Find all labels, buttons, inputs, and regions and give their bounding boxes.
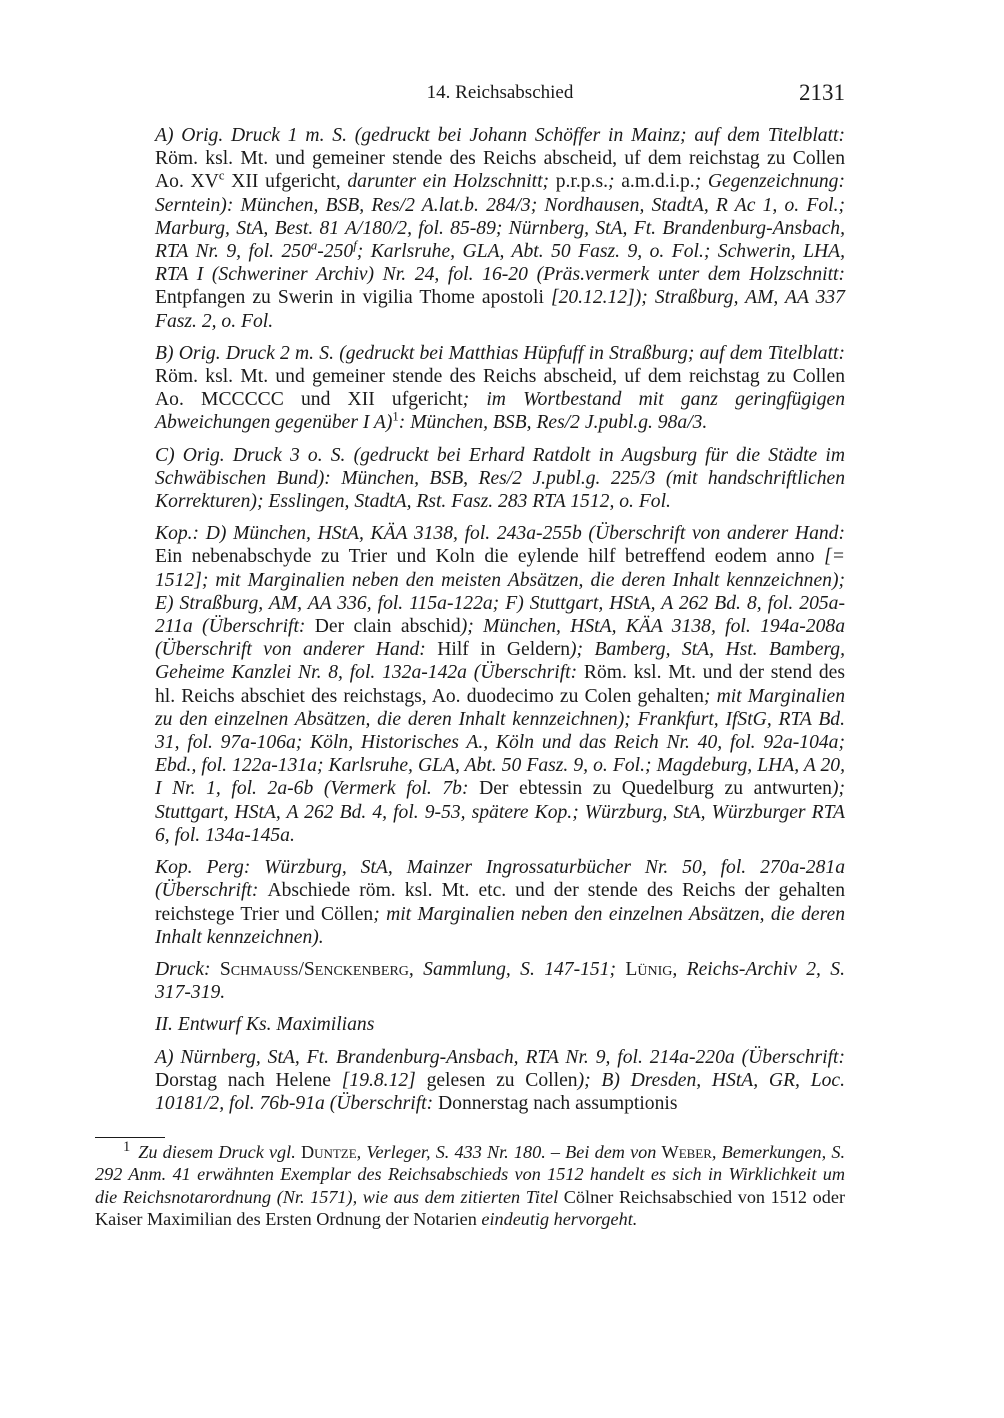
text-run: ; Gegenzeichnung: Serntein): München, BSB, Res/2 A.lat.b. 284/3; Nordhausen, StadtA, R Ac 1, o. Fol.; Marburg, StA, Best. 81 A/180/2, fol. 85-89; Nürnberg, StA, Ft. Brandenburg-Ansbach, RTA Nr. 9, fol. 250 <box>155 171 846 263</box>
author-name: Schmauss/Senckenberg <box>219 958 409 980</box>
text-run: : München, BSB, Res/2 J.publ.g. 98a/3. <box>398 412 708 434</box>
running-title: 14. Reichsabschied <box>426 82 574 103</box>
text-run: ; im Wortbestand mit ganz geringfügigen Abweichungen gegenüber I A) <box>155 389 845 434</box>
text-run: a.m.d.i.p. <box>621 171 695 193</box>
text-run: A) Nürnberg, StA, Ft. Brandenburg-Ansbach, RTA Nr. 9, fol. 214a-220a (Überschrift: <box>155 1046 845 1068</box>
text-run: eindeutig hervorgeht. <box>476 1208 638 1229</box>
text-run: [= 1512]; mit Marginalien neben den meisten Absätzen, die deren Inhalt kennzeichnen); E) Straßburg, AM, AA 336, fol. 115a-122a; F) Stuttgart, HStA, A 262 Bd. 8, fol. 205a-211a (Überschrift: <box>155 546 846 638</box>
paragraph-draft-sources <box>155 1046 845 1116</box>
text-run: Hilf in Geldern <box>437 639 571 661</box>
text-run: , Verleger, S. 433 Nr. 180. – Bei dem von <box>356 1142 662 1162</box>
paragraph-parchment-copy <box>155 856 845 949</box>
text-run: Kop. Perg: Würzburg, StA, Mainzer Ingrossaturbücher Nr. 50, fol. 270a-281a (Überschrift: <box>155 857 845 902</box>
text-run: C) Orig. Druck 3 o. S. (gedruckt bei Erhard Ratdolt in Augsburg für die Städte im Schwäbischen Bund): München, BSB, Res/2 J.publ.g. 225/3 (mit handschriftlichen Korrekturen); Esslingen, StadtA, Rst. Fasz. 283 RTA 1512, o. Fol. <box>155 444 845 513</box>
text-run: [19.8.12] <box>331 1069 427 1091</box>
author-name: Duntze <box>300 1142 357 1162</box>
superscript: a <box>310 238 318 253</box>
text-run: Röm. ksl. Mt. und gemeiner stende des Reichs abscheid, uf dem reichstag zu Collen Ao. XV <box>155 148 845 193</box>
superscript: c <box>218 168 225 183</box>
footnote-reference[interactable]: 1 <box>392 409 399 424</box>
text-run: Röm. ksl. Mt. und der stend des hl. Reichs abschiet des reichstags, Ao. duodecimo zu Colen gehalten <box>155 662 845 707</box>
text-run: ); München, HStA, KÄA 3138, fol. 194a-208a (Überschrift von anderer Hand: <box>155 616 845 661</box>
paragraph-source-a <box>155 124 845 333</box>
text-run: Kop.: D) München, HStA, KÄA 3138, fol. 243a-255b (Überschrift von anderer Hand: <box>155 523 845 545</box>
text-run: Zu diesem Druck vgl. <box>138 1142 301 1162</box>
text-run: Ein nebenabschyde zu Trier und Koln die eylende hilf betreffend eodem anno <box>155 546 815 568</box>
footnote-1 <box>95 1138 845 1230</box>
text-run: B) Orig. Druck 2 m. S. (gedruckt bei Matthias Hüpfuff in Straßburg; auf dem Titelblatt: <box>155 342 845 364</box>
text-run: ; mit Marginalien zu den einzelnen Absätzen, die deren Inhalt kennzeichnen); Frankfurt, IfStG, RTA Bd. 31, fol. 97a-106a; Köln, Historisches A., Köln und das Reich Nr. 40, fol. 92a-104a; Ebd., fol. 122a-131a; Karlsruhe, GLA, Abt. 50 Fasz. 9, o. Fol.; Magdeburg, LHA, A 20, I Nr. 1, fol. 2a-6b (Vermerk fol. 7b: <box>155 685 846 800</box>
text-run: Der ebtessin zu Quedelburg zu antwurten <box>479 778 832 800</box>
text-run: Abschiede röm. ksl. Mt. etc. und der stende des Reichs der gehalten reichstege Trier und Cöllen <box>155 880 845 925</box>
text-run: ; mit Marginalien neben den einzelnen Absätzen, die deren Inhalt kennzeichnen). <box>155 903 845 948</box>
text-run: Donnerstag nach assumptionis <box>438 1092 678 1114</box>
text-run: Röm. ksl. Mt. und gemeiner stende des Reichs abscheid, uf dem reichstag zu Collen Ao. MCCCCC und XII ufgericht <box>155 366 845 411</box>
text-run: ; Karlsruhe, GLA, Abt. 50 Fasz. 9, o. Fol.; Schwerin, LHA, RTA I (Schweriner Archiv) Nr. 24, fol. 16-20 (Präs.vermerk unter dem Holzschnitt: <box>155 241 845 286</box>
author-name: Lünig <box>625 958 673 980</box>
footnote-divider <box>95 1137 165 1138</box>
text-run: [20.12.12]); Straßburg, AM, AA 337 Fasz. 2, o. Fol. <box>155 287 845 332</box>
author-name: Weber <box>661 1142 712 1162</box>
text-run: Druck: <box>155 958 220 980</box>
text-run: Entpfangen zu Swerin in vigilia Thome apostoli <box>155 287 544 309</box>
footnotes <box>95 1138 845 1230</box>
body-text <box>155 124 845 1124</box>
text-run: ; <box>608 171 622 193</box>
text-run: p.r.p.s. <box>555 171 608 193</box>
text-run: Der clain abschid <box>314 616 461 638</box>
text-run: , darunter ein Holzschnitt; <box>335 171 556 193</box>
text-run: ); Bamberg, StA, Hst. Bamberg, Geheime Kanzlei Nr. 8, fol. 132a-142a (Überschrift: <box>155 639 846 684</box>
superscript: f <box>353 238 357 253</box>
page-number: 2131 <box>799 80 845 105</box>
footnote-mark: 1 <box>123 1138 131 1155</box>
text-run: Dorstag nach Helene <box>155 1069 332 1091</box>
text-run: ); Stuttgart, HStA, A 262 Bd. 4, fol. 9-53, spätere Kop.; Würzburg, StA, Würzburger RTA 6, fol. 134a-145a. <box>155 778 846 846</box>
text-run: , Sammlung, S. 147-151; <box>408 958 626 980</box>
paragraph-print <box>155 958 845 1004</box>
section-heading <box>155 1013 845 1036</box>
text-run: , Bemerkungen, S. 292 Anm. 41 erwähnten Exemplar des Reichsabschieds von 1512 handelt es sich in Wirklichkeit um die Reichsnotarordnung (Nr. 1571), wie aus dem zitierten Titel <box>95 1142 845 1207</box>
paragraph-copies <box>155 522 845 847</box>
paragraph-source-c <box>155 444 845 514</box>
text-run: XII ufgericht <box>224 171 336 193</box>
text-run: ); B) Dresden, HStA, GR, Loc. 10181/2, fol. 76b-91a (Überschrift: <box>155 1069 845 1114</box>
text-run: gelesen zu Collen <box>426 1069 578 1091</box>
text-run: Cölner Reichsabschied von 1512 oder Kaiser Maximilian des Ersten Ordnung der Notarien <box>95 1186 845 1229</box>
text-run: , Reichs-Archiv 2, S. 317-319. <box>155 958 845 1004</box>
running-head <box>155 80 845 108</box>
text-run: II. Entwurf Ks. Maximilians <box>155 1014 375 1036</box>
text-run: -250 <box>317 241 354 263</box>
text-run: A) Orig. Druck 1 m. S. (gedruckt bei Johann Schöffer in Mainz; auf dem Titelblatt: <box>155 125 845 146</box>
paragraph-source-b <box>155 342 845 435</box>
